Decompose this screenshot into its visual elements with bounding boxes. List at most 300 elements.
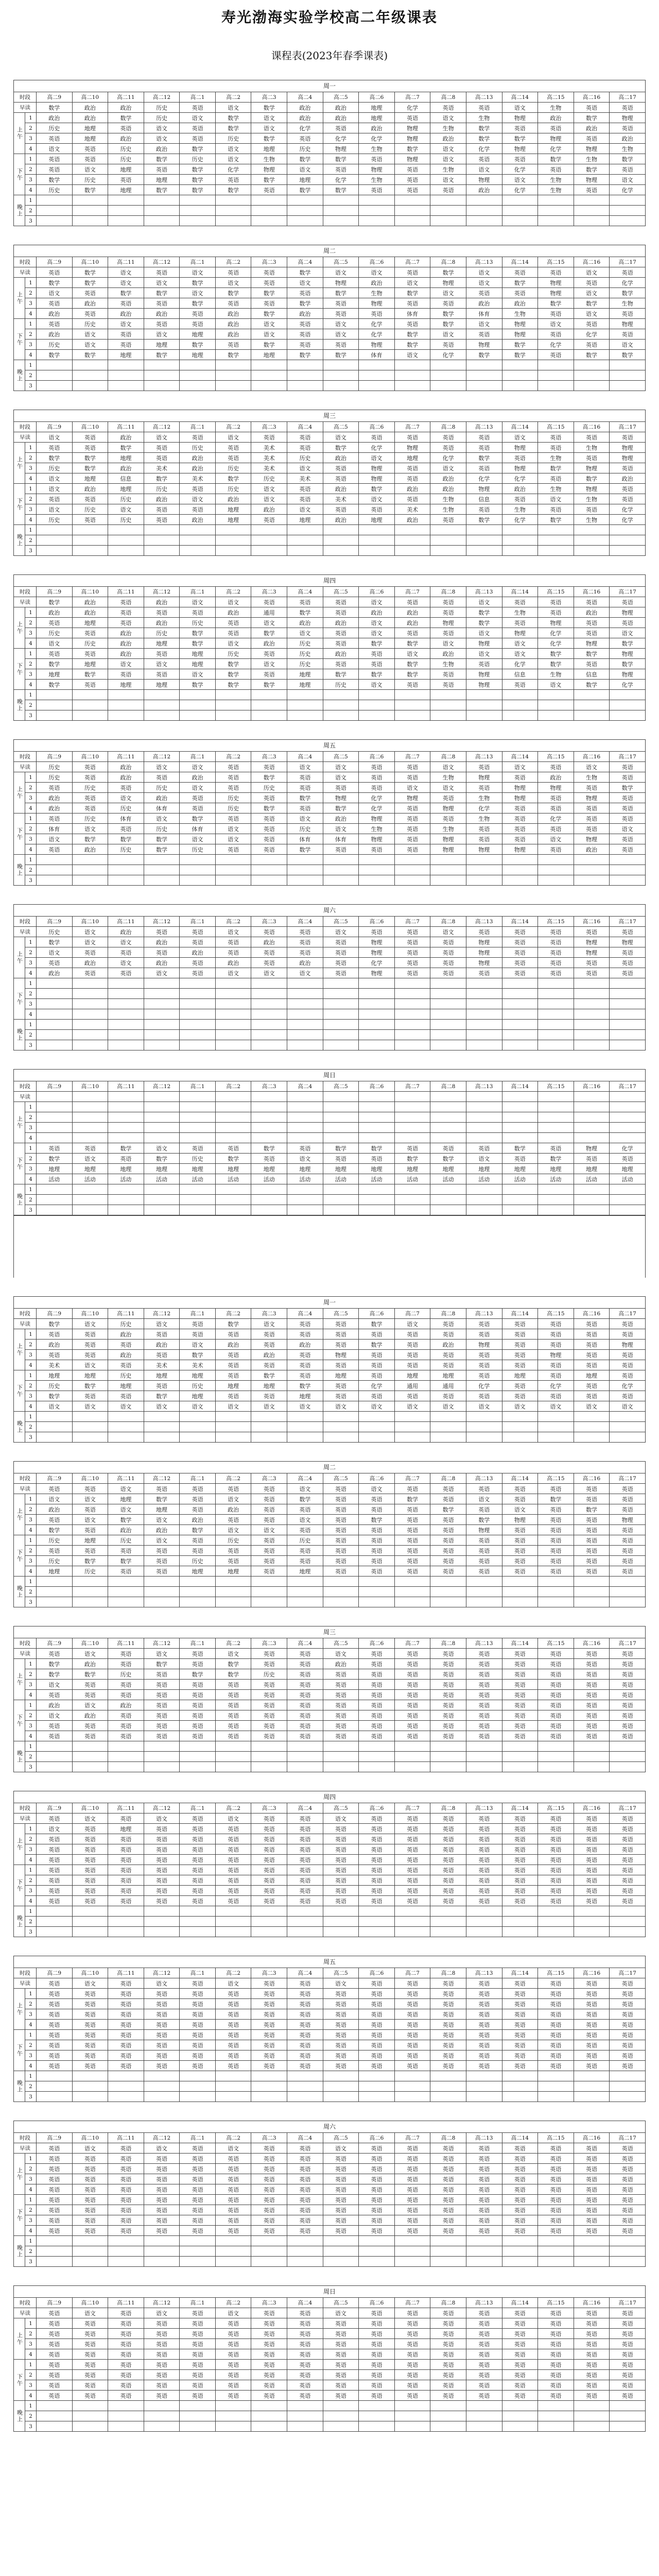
- schedule-table: [13, 1308, 646, 1443]
- lesson-cell: 英语: [610, 1659, 646, 1669]
- lesson-cell: [430, 1752, 466, 1762]
- lesson-cell: 英语: [144, 2184, 180, 2195]
- lesson-cell: [466, 1205, 502, 1215]
- lesson-cell: 英语: [287, 2020, 323, 2030]
- lesson-cell: 英语: [502, 2164, 538, 2174]
- schedule-row: [14, 1989, 646, 1999]
- class-header: 高二1: [180, 2133, 216, 2143]
- schedule-row: [14, 216, 646, 226]
- lesson-cell: 政治: [144, 309, 180, 319]
- lesson-cell: 英语: [538, 432, 574, 443]
- lesson-cell: 英语: [466, 1999, 502, 2009]
- lesson-cell: 英语: [359, 2391, 395, 2401]
- class-header: 高二4: [287, 752, 323, 762]
- lesson-cell: 物理: [359, 814, 395, 824]
- lesson-cell: 英语: [323, 1721, 359, 1731]
- lesson-cell: 英语: [359, 2040, 395, 2050]
- lesson-cell: [538, 1906, 574, 1917]
- lesson-cell: 英语: [144, 1989, 180, 1999]
- class-header: 高二9: [37, 257, 73, 267]
- class-header: 高二10: [72, 422, 108, 432]
- lesson-cell: [323, 1123, 359, 1133]
- lesson-cell: 英语: [502, 1329, 538, 1340]
- lesson-cell: [323, 999, 359, 1009]
- class-header: 高二5: [323, 422, 359, 432]
- lesson-cell: [466, 1184, 502, 1195]
- lesson-cell: [323, 2081, 359, 2092]
- period-number: 1: [25, 2236, 37, 2246]
- lesson-cell: [323, 206, 359, 216]
- lesson-cell: 物理: [359, 937, 395, 947]
- lesson-cell: 英语: [215, 1700, 251, 1710]
- lesson-cell: [359, 1432, 395, 1443]
- lesson-cell: 英语: [574, 1350, 610, 1360]
- lesson-cell: 英语: [359, 1690, 395, 1700]
- lesson-cell: [37, 2236, 73, 2246]
- week-one-timetable: [13, 80, 646, 1215]
- lesson-cell: 英语: [394, 1360, 430, 1370]
- lesson-cell: 英语: [323, 2205, 359, 2215]
- lesson-cell: 语文: [251, 494, 287, 504]
- lesson-cell: 英语: [466, 1329, 502, 1340]
- lesson-cell: 英语: [538, 2030, 574, 2040]
- lesson-cell: 英语: [394, 1535, 430, 1546]
- lesson-cell: [287, 1741, 323, 1752]
- lesson-cell: 英语: [144, 1484, 180, 1494]
- lesson-cell: 英语: [287, 1556, 323, 1566]
- segment-label: 晚上: [14, 2236, 25, 2267]
- lesson-cell: 英语: [180, 2020, 216, 2030]
- segment-label: 早读: [14, 1978, 37, 1989]
- lesson-cell: 英语: [144, 2009, 180, 2020]
- lesson-cell: 英语: [394, 1340, 430, 1350]
- class-header: 高二16: [574, 752, 610, 762]
- lesson-cell: 英语: [359, 1700, 395, 1710]
- lesson-cell: [502, 1184, 538, 1195]
- lesson-cell: 英语: [323, 1896, 359, 1906]
- lesson-cell: 语文: [430, 329, 466, 340]
- period-number: 1: [25, 649, 37, 659]
- lesson-cell: 英语: [466, 1896, 502, 1906]
- lesson-cell: 政治: [37, 968, 73, 978]
- class-header: 高二12: [144, 1968, 180, 1978]
- period-number: 3: [25, 1040, 37, 1050]
- lesson-cell: 英语: [538, 1865, 574, 1875]
- lesson-cell: [574, 999, 610, 1009]
- lesson-cell: 化学: [538, 1381, 574, 1391]
- lesson-cell: [359, 1123, 395, 1133]
- lesson-cell: 英语: [215, 1143, 251, 1154]
- lesson-cell: 英语: [108, 1989, 144, 1999]
- lesson-cell: 语文: [502, 638, 538, 649]
- lesson-cell: 英语: [466, 1834, 502, 1844]
- lesson-cell: 历史: [37, 772, 73, 783]
- lesson-cell: 英语: [287, 1370, 323, 1381]
- schedule-row: [14, 814, 646, 824]
- lesson-cell: [359, 2236, 395, 2246]
- lesson-cell: 体育: [287, 834, 323, 844]
- lesson-cell: 英语: [108, 2195, 144, 2205]
- lesson-cell: [430, 855, 466, 865]
- lesson-cell: 英语: [251, 2370, 287, 2380]
- lesson-cell: [108, 1917, 144, 1927]
- lesson-cell: 英语: [430, 1525, 466, 1535]
- lesson-cell: 数学: [574, 680, 610, 690]
- class-header: 高二8: [430, 752, 466, 762]
- lesson-cell: 数学: [215, 1669, 251, 1680]
- lesson-cell: 美术: [251, 463, 287, 473]
- class-header: 高二13: [466, 2298, 502, 2308]
- lesson-cell: 英语: [323, 1525, 359, 1535]
- lesson-cell: 活动: [37, 1174, 73, 1184]
- period-number: 3: [25, 1350, 37, 1360]
- lesson-cell: 数学: [359, 1340, 395, 1350]
- lesson-cell: 英语: [359, 1659, 395, 1669]
- period-number: 3: [25, 2009, 37, 2020]
- lesson-cell: 英语: [251, 1391, 287, 1401]
- lesson-cell: 英语: [466, 2349, 502, 2360]
- lesson-cell: [251, 2401, 287, 2411]
- lesson-cell: 英语: [430, 1721, 466, 1731]
- lesson-cell: 语文: [215, 103, 251, 113]
- lesson-cell: 数学: [502, 340, 538, 350]
- lesson-cell: 英语: [37, 2020, 73, 2030]
- lesson-cell: [144, 1205, 180, 1215]
- lesson-cell: [251, 1741, 287, 1752]
- lesson-cell: [359, 206, 395, 216]
- lesson-cell: 英语: [37, 1690, 73, 1700]
- lesson-cell: 英语: [466, 2009, 502, 2020]
- lesson-cell: [251, 1123, 287, 1133]
- lesson-cell: 英语: [394, 164, 430, 175]
- lesson-cell: 物理: [359, 968, 395, 978]
- lesson-cell: [144, 978, 180, 989]
- lesson-cell: 数学: [574, 1504, 610, 1515]
- lesson-cell: 数学: [37, 278, 73, 288]
- lesson-cell: 物理: [610, 1515, 646, 1525]
- lesson-cell: [359, 1133, 395, 1143]
- lesson-cell: 英语: [359, 2329, 395, 2339]
- lesson-cell: [72, 1205, 108, 1215]
- lesson-cell: 英语: [215, 1329, 251, 1340]
- class-header: 高二4: [287, 2133, 323, 2143]
- lesson-cell: 英语: [430, 2164, 466, 2174]
- lesson-cell: 数学: [215, 680, 251, 690]
- lesson-cell: [72, 1422, 108, 1432]
- lesson-cell: [502, 1092, 538, 1102]
- lesson-cell: 英语: [37, 133, 73, 144]
- lesson-cell: 英语: [72, 1886, 108, 1896]
- lesson-cell: 英语: [610, 1680, 646, 1690]
- lesson-cell: 英语: [574, 1515, 610, 1525]
- lesson-cell: 英语: [430, 814, 466, 824]
- class-header: 高二10: [72, 1638, 108, 1649]
- lesson-cell: 数学: [359, 1143, 395, 1154]
- lesson-cell: 英语: [251, 2339, 287, 2349]
- schedule-row: [14, 267, 646, 278]
- lesson-cell: [430, 690, 466, 700]
- lesson-cell: [180, 216, 216, 226]
- lesson-cell: [37, 978, 73, 989]
- class-header: 高二2: [215, 917, 251, 927]
- lesson-cell: [37, 1184, 73, 1195]
- lesson-cell: 数学: [610, 350, 646, 360]
- lesson-cell: 政治: [108, 432, 144, 443]
- schedule-row: [14, 1731, 646, 1741]
- period-number: 2: [25, 370, 37, 381]
- lesson-cell: 体育: [108, 814, 144, 824]
- lesson-cell: [215, 1102, 251, 1112]
- lesson-cell: 英语: [180, 958, 216, 968]
- lesson-cell: 政治: [430, 484, 466, 494]
- lesson-cell: 语文: [359, 494, 395, 504]
- schedule-row: [14, 2226, 646, 2236]
- lesson-cell: [430, 2071, 466, 2081]
- lesson-cell: [215, 2421, 251, 2432]
- period-number: 3: [25, 2421, 37, 2432]
- class-header: 高二12: [144, 1638, 180, 1649]
- period-number: 2: [25, 659, 37, 669]
- lesson-cell: 数学: [287, 185, 323, 195]
- lesson-cell: [251, 2411, 287, 2421]
- lesson-cell: 英语: [610, 2370, 646, 2380]
- lesson-cell: [538, 1587, 574, 1597]
- lesson-cell: [430, 195, 466, 206]
- lesson-cell: 语文: [323, 927, 359, 937]
- lesson-cell: 英语: [180, 484, 216, 494]
- lesson-cell: 数学: [72, 669, 108, 680]
- class-header: 高二11: [108, 2133, 144, 2143]
- lesson-cell: 语文: [144, 432, 180, 443]
- lesson-cell: [466, 1927, 502, 1937]
- lesson-cell: 物理: [538, 618, 574, 628]
- lesson-cell: 政治: [323, 618, 359, 628]
- segment-label: 晚上: [14, 2071, 25, 2102]
- lesson-cell: 数学: [251, 803, 287, 814]
- lesson-cell: 英语: [359, 1494, 395, 1504]
- lesson-cell: 英语: [610, 494, 646, 504]
- lesson-cell: [502, 690, 538, 700]
- lesson-cell: 体育: [37, 824, 73, 834]
- lesson-cell: 语文: [287, 628, 323, 638]
- schedule-row: [14, 772, 646, 783]
- period-number: 3: [25, 628, 37, 638]
- class-header: 高二4: [287, 2298, 323, 2308]
- lesson-cell: 英语: [287, 1504, 323, 1515]
- lesson-cell: 英语: [180, 1834, 216, 1844]
- day-section: [13, 1791, 646, 1937]
- lesson-cell: [538, 1432, 574, 1443]
- lesson-cell: 英语: [323, 1340, 359, 1350]
- lesson-cell: 数学: [215, 659, 251, 669]
- period-number: 4: [25, 2061, 37, 2071]
- lesson-cell: [287, 2236, 323, 2246]
- lesson-cell: 英语: [72, 1350, 108, 1360]
- lesson-cell: [430, 206, 466, 216]
- lesson-cell: 英语: [287, 1886, 323, 1896]
- lesson-cell: 英语: [502, 2391, 538, 2401]
- lesson-cell: 英语: [72, 762, 108, 772]
- lesson-cell: 语文: [323, 329, 359, 340]
- period-number: 4: [25, 144, 37, 154]
- lesson-cell: 语文: [180, 1340, 216, 1350]
- schedule-row: [14, 360, 646, 370]
- class-header: 高二1: [180, 1081, 216, 1092]
- lesson-cell: 英语: [287, 2030, 323, 2040]
- lesson-cell: 英语: [502, 2205, 538, 2215]
- lesson-cell: 政治: [144, 1525, 180, 1535]
- lesson-cell: [466, 1102, 502, 1112]
- lesson-cell: 英语: [394, 1999, 430, 2009]
- lesson-cell: [430, 1906, 466, 1917]
- lesson-cell: 数学: [394, 659, 430, 669]
- lesson-cell: 政治: [144, 937, 180, 947]
- schedule-row: [14, 1412, 646, 1422]
- lesson-cell: [251, 710, 287, 721]
- lesson-cell: 英语: [430, 1978, 466, 1989]
- lesson-cell: [144, 1752, 180, 1762]
- schedule-row: [14, 1360, 646, 1370]
- lesson-cell: 政治: [180, 1515, 216, 1525]
- lesson-cell: [323, 1412, 359, 1422]
- lesson-cell: 政治: [323, 453, 359, 463]
- class-header: 高二2: [215, 1638, 251, 1649]
- lesson-cell: 英语: [287, 1844, 323, 1855]
- lesson-cell: 语文: [610, 824, 646, 834]
- lesson-cell: 英语: [287, 2009, 323, 2020]
- lesson-cell: 英语: [144, 649, 180, 659]
- lesson-cell: [502, 370, 538, 381]
- class-header: 高二12: [144, 1309, 180, 1319]
- lesson-cell: [574, 989, 610, 999]
- class-header: 高二1: [180, 92, 216, 103]
- lesson-cell: [180, 690, 216, 700]
- lesson-cell: 物理: [466, 844, 502, 855]
- lesson-cell: [287, 1917, 323, 1927]
- schedule-row: [14, 298, 646, 309]
- lesson-cell: 美术: [287, 473, 323, 484]
- lesson-cell: 英语: [108, 947, 144, 958]
- lesson-cell: 英语: [538, 2143, 574, 2154]
- lesson-cell: [287, 1422, 323, 1432]
- lesson-cell: [323, 1184, 359, 1195]
- day-section: [13, 2121, 646, 2267]
- lesson-cell: 英语: [215, 2380, 251, 2391]
- lesson-cell: 美术: [144, 1360, 180, 1370]
- class-header: 高二16: [574, 2298, 610, 2308]
- lesson-cell: 英语: [466, 1350, 502, 1360]
- lesson-cell: 英语: [37, 1999, 73, 2009]
- lesson-cell: 政治: [144, 494, 180, 504]
- lesson-cell: 英语: [502, 803, 538, 814]
- class-header: 高二8: [430, 257, 466, 267]
- lesson-cell: [215, 710, 251, 721]
- period-number: 2: [25, 1710, 37, 1721]
- lesson-cell: [108, 1577, 144, 1587]
- lesson-cell: 化学: [502, 473, 538, 484]
- lesson-cell: 英语: [430, 1556, 466, 1566]
- lesson-cell: [394, 1422, 430, 1432]
- lesson-cell: [359, 1009, 395, 1020]
- lesson-cell: 数学: [37, 1154, 73, 1164]
- lesson-cell: [538, 195, 574, 206]
- period-number: 4: [25, 1360, 37, 1370]
- lesson-cell: 英语: [538, 2040, 574, 2050]
- lesson-cell: 历史: [72, 175, 108, 185]
- lesson-cell: [144, 360, 180, 370]
- lesson-cell: 英语: [610, 2143, 646, 2154]
- class-header: 高二13: [466, 92, 502, 103]
- lesson-cell: [108, 1432, 144, 1443]
- lesson-cell: [180, 2401, 216, 2411]
- lesson-cell: 英语: [251, 1834, 287, 1844]
- day-title: 周日: [13, 2285, 646, 2297]
- lesson-cell: [37, 535, 73, 546]
- lesson-cell: 英语: [37, 1649, 73, 1659]
- lesson-cell: 英语: [502, 2360, 538, 2370]
- lesson-cell: 英语: [502, 834, 538, 844]
- lesson-cell: 英语: [144, 2380, 180, 2391]
- lesson-cell: 英语: [144, 1329, 180, 1340]
- lesson-cell: 英语: [610, 2030, 646, 2040]
- lesson-cell: 英语: [502, 1319, 538, 1329]
- schedule-row: [14, 546, 646, 556]
- schedule-row: [14, 2411, 646, 2421]
- lesson-cell: [215, 195, 251, 206]
- schedule-row: [14, 2370, 646, 2380]
- class-header: 高二16: [574, 2133, 610, 2143]
- lesson-cell: 地理: [502, 1370, 538, 1381]
- lesson-cell: [144, 1762, 180, 1772]
- lesson-cell: 物理: [610, 669, 646, 680]
- schedule-table: [13, 421, 646, 556]
- lesson-cell: 历史: [37, 1535, 73, 1546]
- lesson-cell: [430, 865, 466, 875]
- class-header: 高二15: [538, 752, 574, 762]
- lesson-cell: 历史: [215, 793, 251, 803]
- segment-label: 上午: [14, 1824, 25, 1865]
- lesson-cell: 英语: [251, 1978, 287, 1989]
- lesson-cell: 英语: [180, 1896, 216, 1906]
- lesson-cell: [430, 1102, 466, 1112]
- lesson-cell: 英语: [502, 1566, 538, 1577]
- lesson-cell: 地理: [108, 164, 144, 175]
- lesson-cell: 英语: [180, 2184, 216, 2195]
- lesson-cell: 英语: [251, 2215, 287, 2226]
- lesson-cell: 英语: [359, 2215, 395, 2226]
- lesson-cell: 英语: [394, 803, 430, 814]
- lesson-cell: [538, 875, 574, 886]
- lesson-cell: [108, 1040, 144, 1050]
- lesson-cell: 语文: [251, 319, 287, 329]
- lesson-cell: 英语: [72, 2020, 108, 2030]
- lesson-cell: 物理: [610, 607, 646, 618]
- lesson-cell: 历史: [180, 1154, 216, 1164]
- lesson-cell: 历史: [144, 783, 180, 793]
- lesson-cell: 英语: [430, 958, 466, 968]
- lesson-cell: 英语: [72, 628, 108, 638]
- lesson-cell: [72, 1020, 108, 1030]
- lesson-cell: 英语: [394, 628, 430, 638]
- schedule-table: [13, 1473, 646, 1607]
- lesson-cell: [502, 1195, 538, 1205]
- lesson-cell: 语文: [72, 1814, 108, 1824]
- lesson-cell: 语文: [323, 772, 359, 783]
- lesson-cell: 数学: [574, 113, 610, 123]
- lesson-cell: 数学: [72, 834, 108, 844]
- schedule-row: [14, 1844, 646, 1855]
- lesson-cell: 化学: [359, 1381, 395, 1391]
